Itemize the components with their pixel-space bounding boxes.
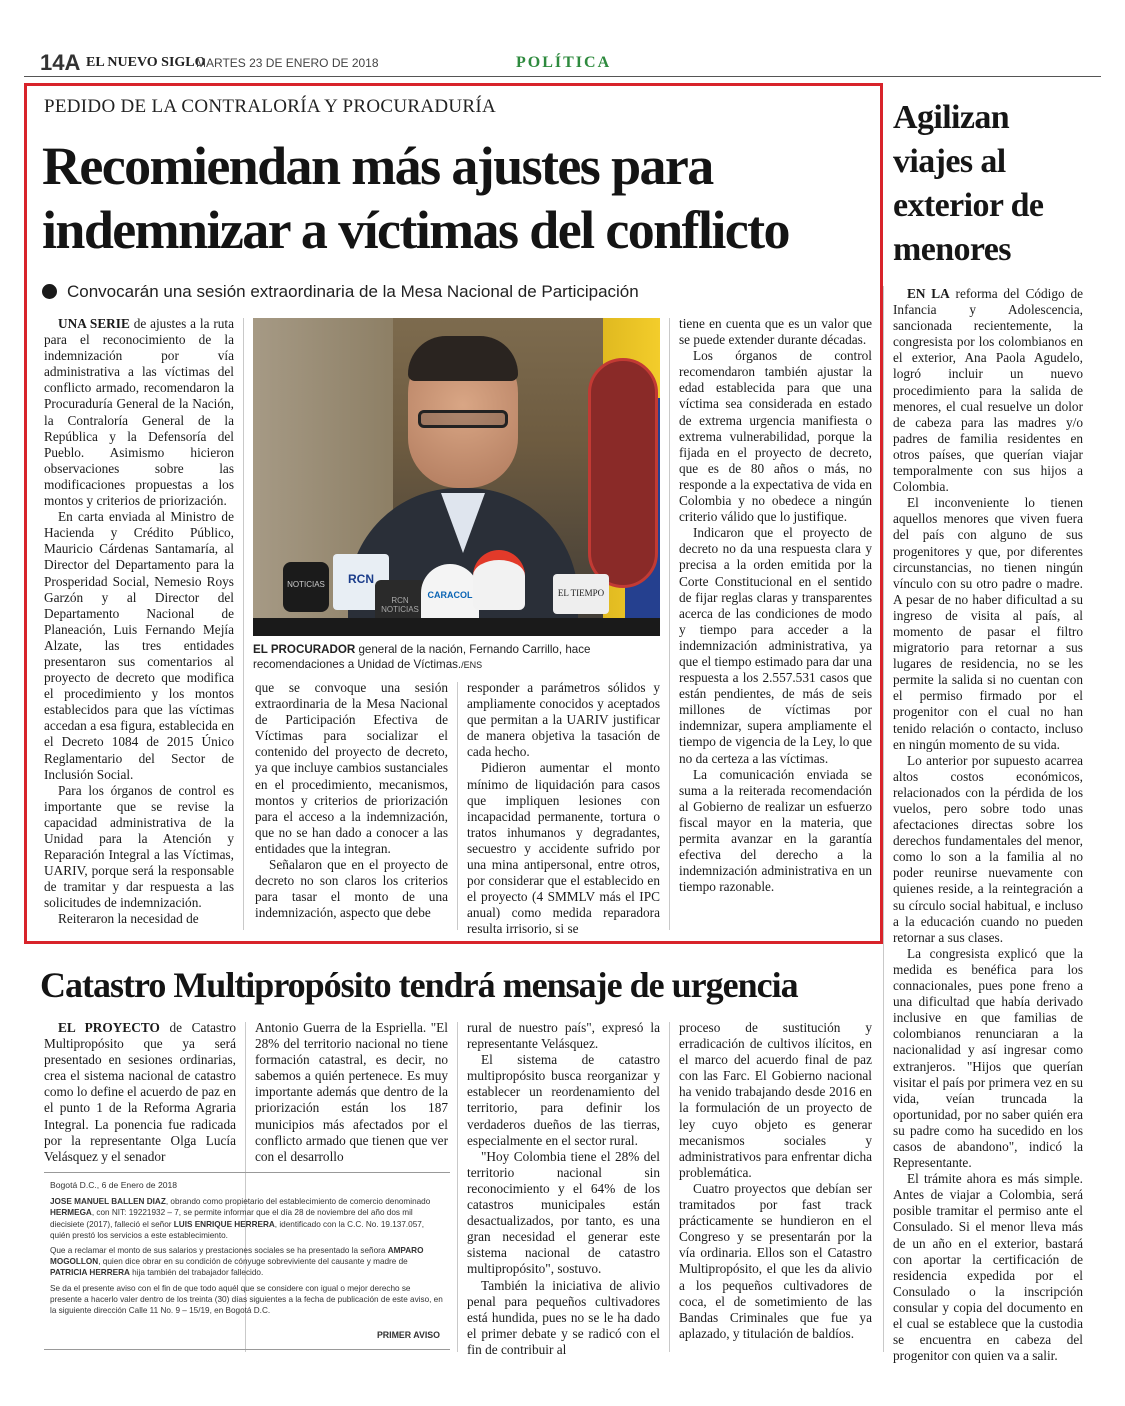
sidebar-headline-line: viajes al: [893, 143, 1006, 180]
paragraph: que se convoque una sesión extraordinaria de la Mesa Nacional de Participación Efectiva de Víctimas para socializar el contenido del proyecto de decreto, ya que incluye cambios sustanciales en el procedimiento, mecanismos, montos y criterios de priorización para el acceso a la indemnización, que no se han dado a conocer a las entidades que la integran.: [255, 680, 448, 856]
microphone: RCN NOTICIAS: [375, 580, 425, 630]
paragraph: de ajustes a la ruta para el reconocimiento de la indemnización por vía administrativa a las víctimas del conflicto armado, recomendaron la Procuraduría General de la Nación, la Contraloría General de la República y la Defensoría del Pueblo. Asimismo hicieron observaciones sobre las modificaciones propuestas a los montos y criterios de priorización.: [44, 316, 234, 509]
headline: [42, 134, 872, 262]
paragraph: Cuatro proyectos que debían ser tramitados por fast track prácticamente se hundieron en el Congreso y se presentarán por la vía ordinaria. Ellos son el Catastro Multipropósito, el que les da alivio a los pequeños cultivadores de coca, el de sometimiento de las Bandas Criminales que fue ya aplazado, y titulación de baldíos.: [679, 1180, 872, 1341]
notice-text: hija también del trabajador fallecido.: [129, 1268, 264, 1278]
catastro-column-3: [467, 1020, 660, 1358]
main-column-2: [255, 680, 448, 921]
notice-text: , quien dice obrar en su condición de cónyuge sobreviviente del causante y madre de: [98, 1257, 408, 1267]
main-column-3: [467, 680, 660, 938]
paragraph: tiene en cuenta que es un valor que se puede extender durante décadas.: [679, 316, 872, 348]
microphone: NOTICIAS: [283, 562, 329, 612]
section-label: POLÍTICA: [516, 54, 612, 71]
speaker-glasses: [418, 410, 508, 428]
paragraph: Antonio Guerra de la Espriella. "El 28% del territorio nacional no tiene formación catastral, es decir, no sabemos a quién pertenece. Es muy importante además que dentro de la priorización están los 187 municipios más afectados por el conflicto armado que tienen que ver con el desarrollo: [255, 1020, 448, 1164]
sidebar-column: [893, 286, 1083, 1364]
column-rule: [883, 286, 884, 1352]
lead-in: EN LA: [907, 286, 950, 301]
catastro-column-1: [44, 1020, 236, 1165]
headline-line-2: indemnizar a víctimas del conflicto: [42, 200, 789, 260]
page-number: 14A: [40, 50, 81, 75]
paragraph: La comunicación enviada se suma a la reiterada recomendación al Gobierno de realizar un esfuerzo fiscal mayor en la materia, que permita avanzar en la garantía efectiva del derecho a la indemnización administrativa en un tiempo razonable.: [679, 766, 872, 895]
legal-notice: [44, 1172, 450, 1350]
notice-text: , identificado con la C.C. No. 19.137.057, quién prestó los servicios a este establecimiento.: [50, 1219, 425, 1240]
paragraph: rural de nuestro país", expresó la representante Velásquez.: [467, 1020, 660, 1052]
paragraph: La congresista explicó que la medida es benéfica para los connacionales, pues pone freno a una dificultad que había derivado inclusive en que familias de colombianos renunciaran a la nacionalidad y así ingresar como extranjeros. "Hijos que querían visitar el país por primera vez en su vida, veían truncada la oportunidad, por no saber quién era su padre como ha sucedido en los casos de abandono", indicó la Representante.: [893, 945, 1083, 1171]
catastro-headline: Catastro Multipropósito tendrá mensaje de urgencia: [40, 965, 798, 1005]
notice-paragraph: [50, 1245, 444, 1279]
main-column-4: [679, 316, 872, 895]
sidebar-headline-line: Agilizan: [893, 99, 1010, 136]
column-rule: [669, 1022, 670, 1352]
notice-text: , con NIT: 19221932 – 7, se permite informar que el día 28 de noviembre del año dos mil diecisiete (2017), falleció el señor: [50, 1208, 413, 1229]
notice-paragraph: Se da el presente aviso con el fin de que todo aquél que se considere con igual o mejor derecho se presente a hacerlo valer dentro de los treinta (30) días siguientes a la fecha de publicación de este aviso, en la siguiente dirección Calle 11 No. 9 – 15/19, en Bogotá D.C.: [50, 1283, 443, 1316]
paragraph: Pidieron aumentar el monto mínimo de liquidación para casos que impliquen lesiones con incapacidad permanente, tortura o tratos inhumanos y degradantes, secuestro y accidente sufrido por una mina antipersonal, entre otros, por considerar que el establecido en el proyecto (4 SMMLV más el IPC anual) como medida reparadora resulta irrisorio, si se: [467, 760, 660, 937]
sidebar-headline-line: exterior de: [893, 187, 1044, 224]
paragraph: Para los órganos de control es importante que se revise la capacidad administrativa de la Unidad para la Atención y Reparación Integral a las Víctimas, UARIV, porque será la responsable de tramitar y dar respuesta a las solicitudes de indemnización.: [44, 782, 234, 911]
sidebar-headline-line: menores: [893, 231, 1011, 268]
notice-text: , obrando como propietario del establecimiento de comercio denominado: [165, 1197, 431, 1207]
microphone: RCN: [333, 554, 389, 610]
notice-footer: PRIMER AVISO: [376, 1329, 440, 1340]
notice-paragraph: [50, 1196, 444, 1241]
paragraph: Señalaron que en el proyecto de decreto no son claros los criterios para tasar el monto de una indemnización, aspecto que debe: [255, 857, 448, 921]
speaker-hair: [408, 336, 518, 381]
notice-claimant: AMPARO MOGOLLON: [50, 1246, 424, 1267]
column-rule: [669, 318, 670, 930]
paragraph: Lo anterior por supuesto acarrea altos costos económicos, relacionados con la pérdida de los vuelos, pero sobre todo unas afectaciones directas sobre los derechos fundamentales del menor, como lo son a la familia al no poder reunirse nuevamente con quienes reside, a la reintegración a su círculo social habitual, e incluso a la educación cuando no pueden retornar a sus clases.: [893, 752, 1083, 945]
caption-text: general de la nación, Fernando Carrillo, hace recomendaciones a Unidad de Víctimas.: [253, 643, 591, 671]
paragraph: responder a parámetros sólidos y ampliamente conocidos y aceptados que permitan a la UARIV justificar de manera objetiva la tasación de cada hecho.: [467, 680, 660, 760]
notice-deceased: LUIS ENRIQUE HERRERA: [173, 1219, 275, 1229]
microphone: CARACOL: [421, 564, 479, 626]
paragraph: También la iniciativa de alivio penal para pequeños cultivadores está hundida, pues no se le ha dado el primer debate y se radicó con el fin de contribuir al: [467, 1277, 660, 1357]
lead-in: EL PROYECTO: [58, 1020, 160, 1035]
kicker: PEDIDO DE LA CONTRALORÍA Y PROCURADURÍA: [44, 96, 497, 117]
mic-stand: [253, 618, 660, 636]
caption-credit: /ENS: [461, 660, 483, 670]
notice-name: JOSE MANUEL BALLEN DIAZ: [50, 1197, 166, 1207]
catastro-column-2: [255, 1020, 448, 1165]
sidebar-headline: [893, 96, 1103, 272]
catastro-column-4: [679, 1020, 872, 1342]
paragraph: "Hoy Colombia tiene el 28% del territorio nacional sin reconocimiento y el 64% de los catastros municipales están desactualizados, por tanto, es una gran necesidad el generar este sistema nacional de catastro multipropósito", sostuvo.: [467, 1148, 660, 1277]
header-rule: [24, 76, 1101, 77]
column-rule: [457, 1022, 458, 1352]
notice-daughter: PATRICIA HERRERA: [50, 1268, 130, 1278]
paragraph: Indicaron que el proyecto de decreto no da una respuesta clara y precisa a la orden emitida por la Corte Constitucional en el sentido de fijar reglas claras y transparentes acerca de las condiciones de modo y tiempo para acceder a la indemnización administrativa, ya que el tiempo estimado para dar una respuesta a los 2.557.531 casos que están pendientes, de más de seis millones de víctimas por indemnizar, supera ampliamente el tiempo de vigencia de la Ley, lo que no da certeza a las víctimas.: [679, 525, 872, 766]
photo: [253, 318, 660, 636]
lead-in: UNA SERIE: [58, 316, 130, 331]
headline-line-1: Recomiendan más ajustes para: [42, 136, 713, 196]
notice-text: Que a reclamar el monto de sus salarios y prestaciones sociales se ha presentado la señora: [50, 1246, 388, 1256]
caption-lead: EL PROCURADOR: [253, 643, 356, 656]
notice-shop: HERMEGA: [50, 1208, 92, 1218]
paragraph: En carta enviada al Ministro de Hacienda y Crédito Público, Mauricio Cárdenas Santamaría, al Director del Departamento para la Prosperidad Social, Nemesio Roys Garzón y al Director del Departamento Nacional de Planeación, Luis Fernando Mejía Alzate, las tres entidades presentaron sus comentarios al proyecto de decreto que modifica el procedimiento y los montos establecidos para que las víctimas accedan a esa figura, establecida en el Decreto 1084 de 2015 Único Reglamentario del Sector de Inclusión Social.: [44, 509, 234, 782]
subhead: [42, 282, 639, 302]
paragraph: El sistema de catastro multipropósito busca reorganizar y establecer un reordenamiento del territorio, para definir los verdaderos dueños de las tierras, especialmente en el sector rural.: [467, 1052, 660, 1148]
microphone: [473, 550, 525, 610]
bullet-icon: [42, 284, 57, 299]
paragraph: El inconveniente lo tienen aquellos menores que viven fuera del país con alguno de sus progenitores y que, por diferentes circunstancias, no tienen ningún vínculo con su otro padre o madre. A pesar de no haber dificultad a su ingreso de visita al país, al momento de pasar el filtro migratorio para retornar a sus lugares de residencia, no se les permite la salida si no cuentan con el permiso firmado por el progenitor con el cual no han tenido relación o contacto, incluso en ningún momento de su vida.: [893, 495, 1083, 752]
issue-date: MARTES 23 DE ENERO DE 2018: [196, 56, 379, 70]
paragraph: de Catastro Multipropósito que ya será presentado en sesiones ordinarias, crea el sistema nacional de catastro como lo define el acuerdo de paz en el punto 1 de la Reforma Agraria Integral. La ponencia fue radicada por la representante Olga Lucía Velásquez y el senador: [44, 1020, 236, 1164]
page-header: [24, 48, 1101, 78]
seal: [588, 358, 658, 588]
subhead-text: Convocarán una sesión extraordinaria de la Mesa Nacional de Participación: [67, 282, 639, 301]
notice-date: Bogotá D.C., 6 de Enero de 2018: [50, 1180, 178, 1190]
main-column-1: [44, 316, 234, 928]
microphone: EL TIEMPO: [553, 574, 609, 614]
column-rule: [243, 318, 244, 930]
paragraph: Los órganos de control recomendaron también ajustar la edad establecida para que una víctima sea considerada en estado de extrema urgencia manifiesta o extrema vulnerabilidad, porque la fijada en el proyecto de decreto, que es de 80 años o más, no responde a la expectativa de vida en Colombia y no obedece a ningún criterio válido que lo justifique.: [679, 348, 872, 525]
photo-caption: [253, 642, 663, 673]
paragraph: proceso de sustitución y erradicación de cultivos ilícitos, en el marco del acuerdo final de paz con las Farc. El Gobierno nacional ha venido trabajando desde 2016 en la formulación de un proyecto de ley cuyo objeto es generar mecanismos sociales y administrativos para enfrentar dicha problemática.: [679, 1020, 872, 1180]
column-rule: [457, 682, 458, 930]
paragraph: reforma del Código de Infancia y Adolescencia, sancionada recientemente, la congresista por los colombianos en el exterior, Ana Paola Agudelo, logró incluir un nuevo procedimiento para la salida de menores, el cual resuelve un dolor de cabeza para las madres y/o padres de familia residentes en otros países, que querían viajar temporalmente con sus hijos a Colombia.: [893, 286, 1083, 495]
paragraph: El trámite ahora es más simple. Antes de viajar a Colombia, será posible tramitar el permiso ante el Consulado. Si el menor lleva más de un año en el exterior, bastará con aportar la certificación de residencia expedida por el Consulado o la inscripción consular y copia del documento en el cual se establece que la custodia se encuentra en cabeza del progenitor con quien va a salir.: [893, 1171, 1083, 1364]
paragraph: Reiteraron la necesidad de: [58, 911, 199, 927]
masthead: EL NUEVO SIGLO: [86, 55, 206, 70]
